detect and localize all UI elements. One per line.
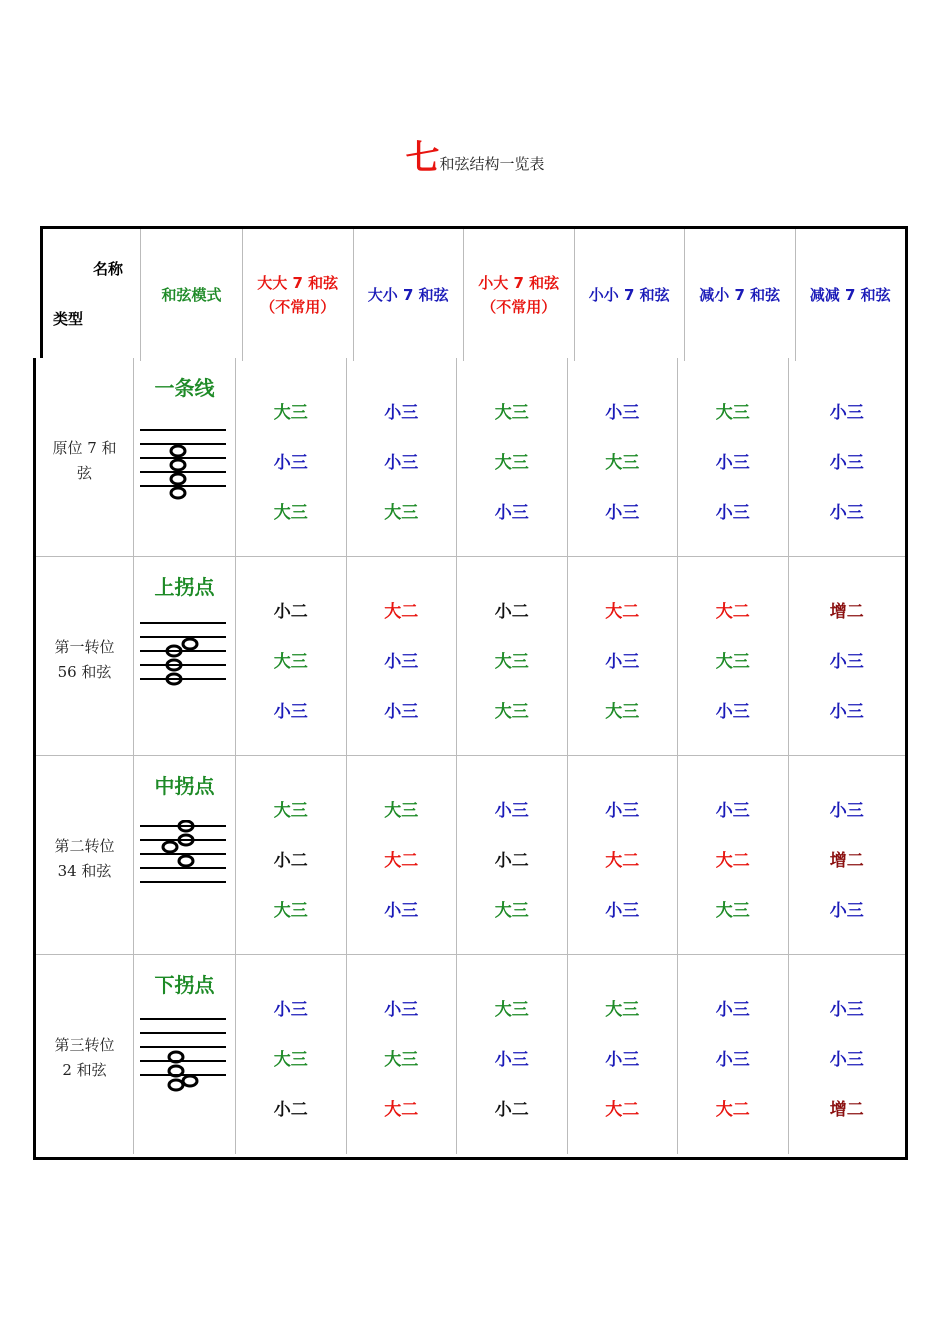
interval-cell <box>568 955 679 1154</box>
interval-cell <box>678 557 789 756</box>
interval-label: 大三 <box>494 652 529 672</box>
interval-label: 小三 <box>829 801 864 821</box>
interval-label: 大二 <box>384 602 419 622</box>
interval-label: 小二 <box>273 602 308 622</box>
interval-label: 大三 <box>273 652 308 672</box>
interval-cell <box>347 358 458 557</box>
table-row <box>36 557 905 756</box>
mode-cell <box>134 557 236 756</box>
corner-name-label: 名称 <box>93 260 124 278</box>
staff-notation-icon <box>138 1015 230 1097</box>
interval-label: 增二 <box>829 1100 864 1120</box>
interval-label: 大三 <box>494 453 529 473</box>
interval-label: 大三 <box>384 503 419 523</box>
interval-label: 大二 <box>384 851 419 871</box>
interval-label: 小三 <box>384 652 419 672</box>
interval-label: 小三 <box>715 1000 750 1020</box>
interval-label: 大二 <box>715 602 750 622</box>
table-header <box>40 226 908 358</box>
interval-cell <box>457 557 568 756</box>
interval-label: 大三 <box>273 1050 308 1070</box>
interval-cell <box>678 955 789 1154</box>
interval-label: 小三 <box>605 403 640 423</box>
interval-label: 大三 <box>273 503 308 523</box>
interval-label: 增二 <box>829 602 864 622</box>
interval-cell <box>347 557 458 756</box>
interval-label: 大二 <box>715 851 750 871</box>
interval-label: 大三 <box>494 702 529 722</box>
type-label <box>36 834 133 884</box>
interval-label: 大三 <box>605 453 640 473</box>
mode-name: 一条线 <box>154 376 215 400</box>
interval-label: 大三 <box>494 403 529 423</box>
type-line-1: 第一转位 <box>54 638 115 656</box>
interval-label: 大三 <box>715 403 750 423</box>
chord-name: 小小 7 和弦 <box>588 286 670 304</box>
interval-cell <box>789 358 906 557</box>
interval-label: 小三 <box>494 1050 529 1070</box>
type-cell <box>36 557 134 756</box>
interval-cell <box>789 557 906 756</box>
type-label <box>36 635 133 685</box>
type-line-2: 34 和弦 <box>57 862 112 880</box>
page-title <box>0 130 950 179</box>
interval-label: 小三 <box>273 1000 308 1020</box>
interval-label: 小二 <box>273 851 308 871</box>
interval-cell <box>457 756 568 955</box>
interval-cell <box>568 358 679 557</box>
interval-cell <box>568 557 679 756</box>
type-line-2: 弦 <box>76 464 92 482</box>
type-cell <box>36 955 134 1154</box>
mode-cell <box>134 756 236 955</box>
interval-label: 大三 <box>715 901 750 921</box>
header-chord-4 <box>685 229 796 361</box>
title-rest: 和弦结构一览表 <box>439 155 545 173</box>
staff-notation-icon <box>138 422 230 504</box>
table-row <box>36 358 905 557</box>
interval-label: 大三 <box>605 1000 640 1020</box>
interval-label: 小三 <box>829 901 864 921</box>
type-cell <box>36 358 134 557</box>
interval-cell <box>236 955 347 1154</box>
interval-cell <box>457 955 568 1154</box>
header-chord-3 <box>575 229 686 361</box>
mode-name: 下拐点 <box>154 973 215 997</box>
type-line-2: 56 和弦 <box>57 663 112 681</box>
interval-label: 小三 <box>384 901 419 921</box>
interval-label: 小三 <box>384 453 419 473</box>
interval-label: 大三 <box>384 1050 419 1070</box>
mode-name: 上拐点 <box>154 575 215 599</box>
interval-label: 大二 <box>384 1100 419 1120</box>
header-chord-5 <box>796 229 906 361</box>
chord-name: 大大 7 和弦 <box>257 274 339 292</box>
interval-label: 小二 <box>273 1100 308 1120</box>
interval-label: 小三 <box>715 1050 750 1070</box>
interval-cell <box>789 955 906 1154</box>
interval-label: 小三 <box>605 652 640 672</box>
interval-cell <box>789 756 906 955</box>
staff-notation-icon <box>138 619 230 701</box>
interval-label: 大三 <box>605 702 640 722</box>
header-chord-2 <box>464 229 575 361</box>
interval-label: 小三 <box>605 503 640 523</box>
interval-label: 小三 <box>384 403 419 423</box>
header-mode-label: 和弦模式 <box>161 286 222 304</box>
interval-label: 小二 <box>494 1100 529 1120</box>
interval-label: 大三 <box>384 801 419 821</box>
interval-cell <box>236 358 347 557</box>
interval-label: 小三 <box>829 403 864 423</box>
chord-name: 减小 7 和弦 <box>699 286 781 304</box>
staff-notation-icon <box>138 820 230 902</box>
interval-label: 小三 <box>829 1000 864 1020</box>
interval-cell <box>347 756 458 955</box>
interval-label: 小三 <box>384 702 419 722</box>
chord-note: （不常用） <box>481 298 557 316</box>
interval-label: 小三 <box>829 702 864 722</box>
interval-label: 小三 <box>829 1050 864 1070</box>
interval-label: 大三 <box>273 403 308 423</box>
interval-label: 大三 <box>494 1000 529 1020</box>
title-big-char: 七 <box>405 138 440 178</box>
interval-cell <box>457 358 568 557</box>
header-mode-cell <box>141 229 243 361</box>
interval-label: 大二 <box>715 1100 750 1120</box>
mode-cell <box>134 358 236 557</box>
interval-label: 小二 <box>494 602 529 622</box>
interval-label: 小三 <box>829 453 864 473</box>
corner-type-label: 类型 <box>53 310 84 328</box>
interval-cell <box>678 756 789 955</box>
type-line-2: 2 和弦 <box>62 1061 107 1079</box>
interval-label: 大二 <box>605 851 640 871</box>
table-body <box>33 358 908 1160</box>
interval-label: 增二 <box>829 851 864 871</box>
interval-label: 小三 <box>605 801 640 821</box>
header-chord-1 <box>354 229 465 361</box>
chord-name: 大小 7 和弦 <box>367 286 449 304</box>
interval-label: 小三 <box>715 801 750 821</box>
chord-name: 小大 7 和弦 <box>478 274 560 292</box>
interval-label: 小三 <box>273 702 308 722</box>
chord-name: 减减 7 和弦 <box>809 286 891 304</box>
interval-cell <box>568 756 679 955</box>
interval-label: 小三 <box>273 453 308 473</box>
interval-label: 大三 <box>494 901 529 921</box>
interval-cell <box>347 955 458 1154</box>
mode-cell <box>134 955 236 1154</box>
table-row <box>36 756 905 955</box>
header-corner-cell <box>43 229 141 361</box>
interval-label: 小三 <box>715 453 750 473</box>
interval-cell <box>236 756 347 955</box>
mode-name: 中拐点 <box>154 774 215 798</box>
interval-label: 大二 <box>605 1100 640 1120</box>
interval-label: 小三 <box>494 503 529 523</box>
interval-label: 小三 <box>605 1050 640 1070</box>
type-label <box>36 1033 133 1083</box>
interval-label: 小三 <box>494 801 529 821</box>
type-line-1: 第三转位 <box>54 1036 115 1054</box>
interval-label: 小二 <box>494 851 529 871</box>
type-line-1: 原位 7 和 <box>52 439 117 457</box>
interval-label: 小三 <box>715 503 750 523</box>
interval-label: 大二 <box>605 602 640 622</box>
interval-cell <box>678 358 789 557</box>
interval-label: 小三 <box>829 652 864 672</box>
interval-label: 大三 <box>273 901 308 921</box>
interval-label: 小三 <box>605 901 640 921</box>
type-line-1: 第二转位 <box>54 837 115 855</box>
table-row <box>36 955 905 1154</box>
interval-label: 小三 <box>384 1000 419 1020</box>
interval-label: 小三 <box>829 503 864 523</box>
interval-label: 大三 <box>273 801 308 821</box>
type-cell <box>36 756 134 955</box>
chord-note: （不常用） <box>260 298 336 316</box>
header-chord-0 <box>243 229 354 361</box>
type-label <box>36 436 133 486</box>
interval-cell <box>236 557 347 756</box>
interval-label: 小三 <box>715 702 750 722</box>
interval-label: 大三 <box>715 652 750 672</box>
